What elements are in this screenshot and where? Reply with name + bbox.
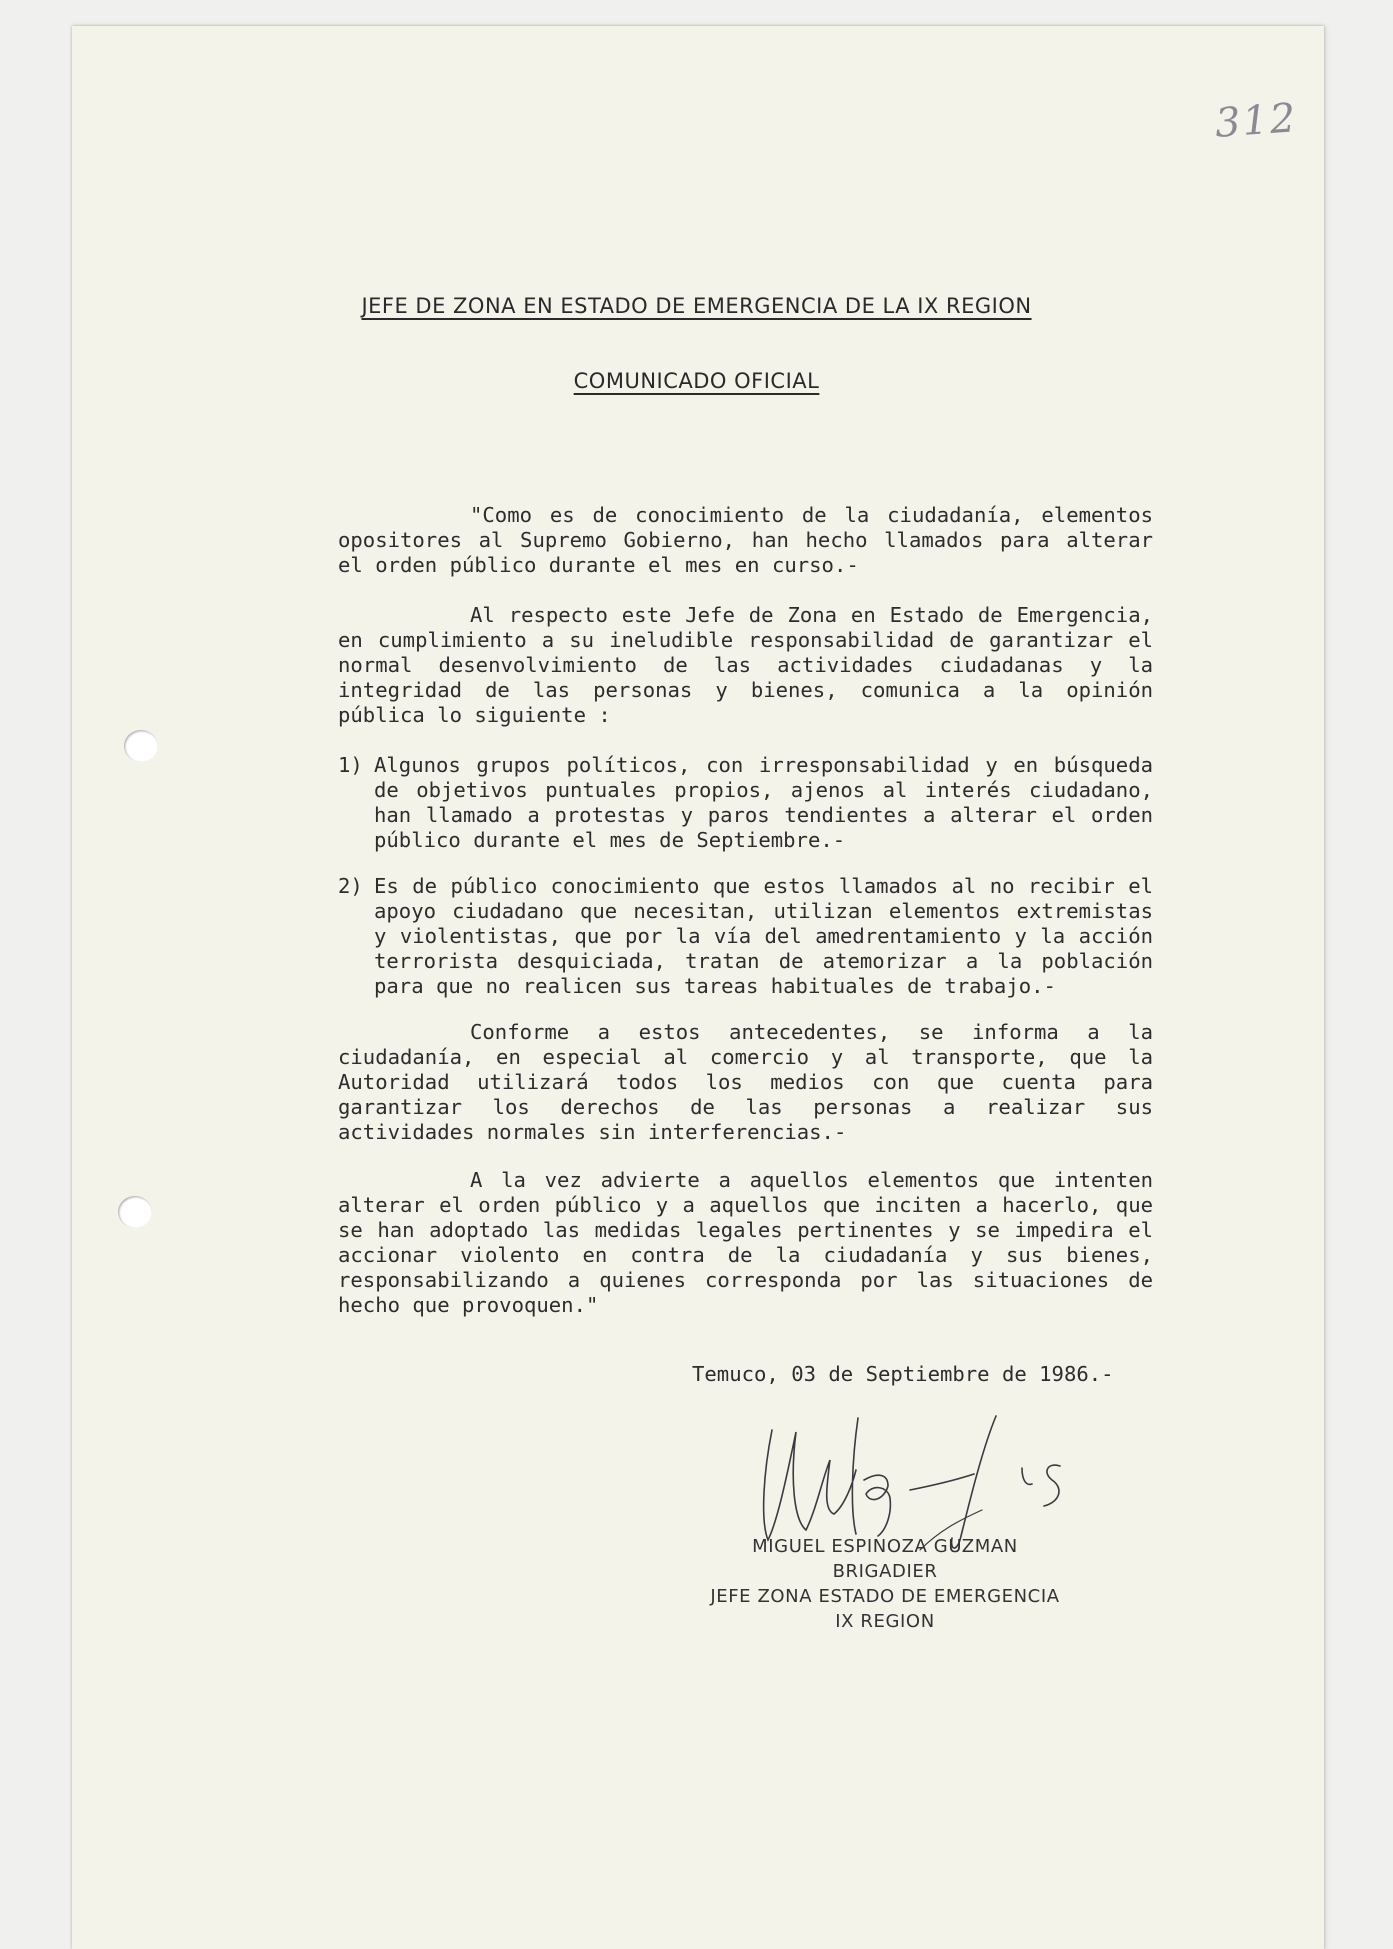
signatory-rank: BRIGADIER <box>832 1561 938 1582</box>
list-item-number: 2) <box>338 874 363 898</box>
list-item-1 <box>338 753 1153 853</box>
list-item-2 <box>338 874 1153 999</box>
document-subtitle: COMUNICADO OFICIAL <box>573 369 820 393</box>
signatory-name: MIGUEL ESPINOZA GUZMAN <box>752 1536 1018 1557</box>
punch-hole-top <box>124 730 158 762</box>
place-and-date: Temuco, 03 de Septiembre de 1986.- <box>692 1362 1114 1386</box>
paragraph-advertencia: A la vez advierte a aquellos elementos que intenten alterar el orden público y a aquellos que inciten a hacerlo, que se han adoptado las medidas legales pertinentes y se impedira el accionar violento en contra de la ciudadanía y sus bienes, responsabilizando a quienes corresponda por las situaciones de hecho que provoquen." <box>338 1168 1153 1317</box>
signatory-position: JEFE ZONA ESTADO DE EMERGENCIA <box>710 1586 1060 1607</box>
punch-hole-bottom <box>118 1196 152 1228</box>
list-item-text: Algunos grupos políticos, con irresponsabilidad y en búsqueda de objetivos puntuales propios, ajenos al interés ciudadano, han llamado a protestas y paros tendientes a alterar el orden público durante el mes de Septiembre.- <box>374 753 1153 852</box>
page-number: 312 <box>1213 95 1299 147</box>
signatory-region: IX REGION <box>835 1611 935 1632</box>
list-item-text: Es de público conocimiento que estos llamados al no recibir el apoyo ciudadano que necesitan, utilizan elementos extremistas y violentistas, que por la vía del amedrentamiento y la acción terrorista desquiciada, tratan de atemorizar a la población para que no realicen sus tareas habituales de trabajo.- <box>374 874 1153 998</box>
list-item-number: 1) <box>338 753 363 777</box>
paragraph-conforme: Conforme a estos antecedentes, se informa a la ciudadanía, en especial al comercio y al transporte, que la Autoridad utilizará todos los medios con que cuenta para garantizar los derechos de las personas a realizar sus actividades normales sin interferencias.- <box>338 1020 1153 1144</box>
document-title: JEFE DE ZONA EN ESTADO DE EMERGENCIA DE LA IX REGION <box>361 294 1032 318</box>
paragraph-statement: Al respecto este Jefe de Zona en Estado de Emergencia, en cumplimiento a su ineludible responsabilidad de garantizar el normal desenvolvimiento de las actividades ciudadanas y la integridad de las personas y bienes, comunica a la opinión pública lo siguiente : <box>338 603 1153 727</box>
paragraph-intro: "Como es de conocimiento de la ciudadanía, elementos opositores al Supremo Gobierno, han hecho llamados para alterar el orden público durante el mes en curso.- <box>338 503 1153 577</box>
